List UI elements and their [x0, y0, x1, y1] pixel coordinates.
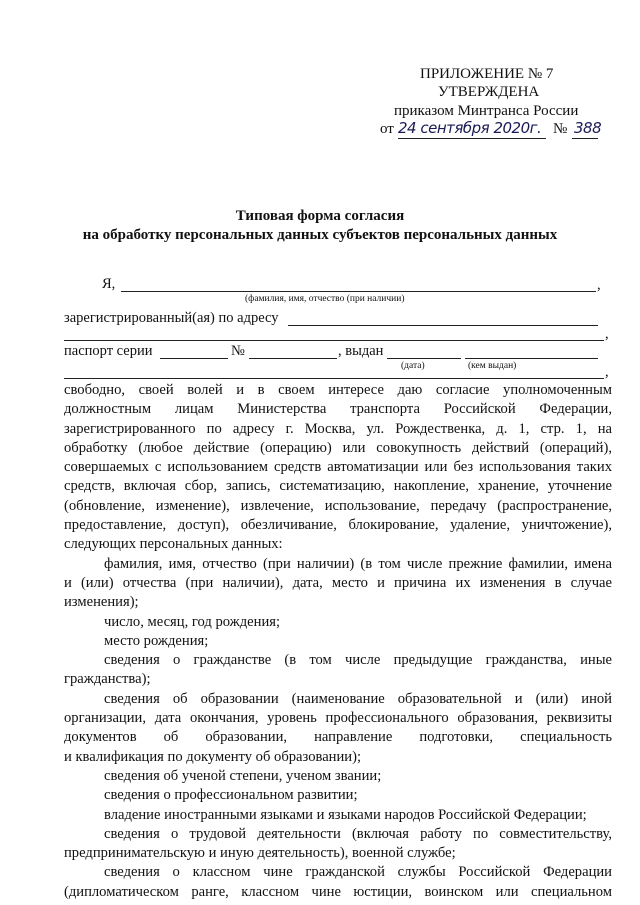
consent-line: (обновление, изменение), извлечение, использование, передачу (распространение,	[64, 497, 612, 514]
fio-comma: ,	[597, 277, 601, 293]
list-item-line: сведения о профессиональном развитии;	[104, 787, 358, 804]
passport-series-field[interactable]	[160, 358, 228, 359]
consent-line: следующих персональных данных:	[64, 536, 283, 553]
passport-series-label: паспорт серии	[64, 343, 153, 359]
list-item	[64, 863, 612, 902]
issued-label: , выдан	[338, 343, 384, 359]
address-field-line2[interactable]	[64, 340, 604, 341]
list-item-line: число, месяц, год рождения;	[104, 613, 281, 630]
consent-body	[64, 381, 612, 902]
list-item-line: изменения);	[64, 594, 139, 611]
date-caption: (дата)	[401, 361, 425, 371]
passport-number-field[interactable]	[249, 358, 337, 359]
list-item	[64, 613, 612, 632]
fio-caption: (фамилия, имя, отчество (при наличии)	[245, 294, 405, 304]
list-item-line: сведения об образовании (наименование образовательной и (или) иной	[104, 690, 612, 707]
consent-line: должностным лицам Министерства транспорта Российской Федерации,	[64, 401, 612, 418]
list-item-line: и квалификация по документу об образовании);	[64, 748, 362, 765]
list-item-line: документов об образовании, направление подготовки, специальность	[64, 729, 612, 746]
list-item-line: сведения об ученой степени, ученом звании;	[104, 767, 382, 784]
list-item-line: гражданства);	[64, 671, 151, 688]
order-number-underline	[572, 138, 598, 139]
address-field[interactable]	[288, 325, 598, 326]
list-item	[64, 786, 612, 805]
list-item	[64, 825, 612, 864]
list-item-line: (дипломатическом ранге, классном чине юстиции, воинском или специальном	[64, 883, 612, 900]
order-date-handwritten: 24 сентября 2020г.	[398, 119, 542, 137]
list-item-line: и (или) отчества (при наличии), дата, место и причина их изменения в случае	[64, 574, 612, 591]
fio-field[interactable]	[121, 291, 596, 292]
consent-paragraph	[64, 381, 612, 555]
list-item	[64, 651, 612, 690]
list-item-line: сведения о гражданстве (в том числе предыдущие гражданства, иные	[104, 652, 612, 669]
issuer-caption: (кем выдан)	[468, 361, 517, 371]
form-subtitle: на обработку персональных данных субъектов персональных данных	[82, 227, 558, 243]
consent-line: предоставление, доступ), обезличивание, блокирование, удаление, уничтожение),	[64, 517, 612, 534]
order-number-prefix: №	[553, 121, 568, 137]
approved-label: УТВЕРЖДЕНА	[438, 84, 540, 100]
consent-line: средств, включая сбор, запись, систематизацию, накопление, хранение, уточнение	[64, 478, 612, 495]
list-item-line: организации, дата окончания, уровень профессионального образования, реквизиты	[64, 710, 612, 727]
address-comma: ,	[605, 326, 609, 342]
order-date-prefix: от	[380, 121, 394, 137]
issuer-comma: ,	[605, 364, 609, 380]
registered-label: зарегистрированный(ая) по адресу	[64, 310, 279, 326]
personal-data-list	[64, 555, 612, 902]
form-title: Типовая форма согласия	[235, 208, 405, 224]
order-label: приказом Минтранса России	[394, 103, 579, 119]
list-item	[64, 767, 612, 786]
list-item	[64, 632, 612, 651]
list-item-line: сведения о трудовой деятельности (включая работу по совместительству,	[104, 825, 612, 842]
issuer-field[interactable]	[465, 358, 598, 359]
list-item	[64, 555, 612, 613]
consent-line: обработку (любое действие (операцию) или совокупность действий (операций),	[64, 439, 612, 456]
list-item	[64, 690, 612, 767]
list-item-line: владение иностранными языками и языками народов Российской Федерации;	[104, 806, 587, 823]
consent-line: совершаемых с использованием средств автоматизации или без использования таких	[64, 459, 612, 476]
order-date-underline	[398, 138, 546, 139]
order-number-handwritten: 388	[574, 119, 602, 137]
issue-date-field[interactable]	[387, 358, 461, 359]
i-label: Я,	[102, 276, 116, 292]
issuer-field-line2[interactable]	[64, 378, 604, 379]
passport-number-sign: №	[231, 343, 245, 359]
consent-line: свободно, своей волей и в своем интересе даю согласие уполномоченным	[64, 382, 612, 398]
consent-line: зарегистрированного по адресу г. Москва, ул. Рождественка, д. 1, стр. 1, на	[64, 420, 612, 437]
list-item-line: предпринимательскую и иную деятельность), военной службе;	[64, 845, 456, 862]
list-item	[64, 806, 612, 825]
list-item-line: место рождения;	[104, 632, 209, 649]
list-item-line: фамилия, имя, отчество (при наличии) (в том числе прежние фамилии, имена	[104, 555, 612, 572]
appendix-number: ПРИЛОЖЕНИЕ № 7	[420, 66, 554, 82]
list-item-line: сведения о классном чине гражданской службы Российской Федерации	[104, 864, 612, 881]
